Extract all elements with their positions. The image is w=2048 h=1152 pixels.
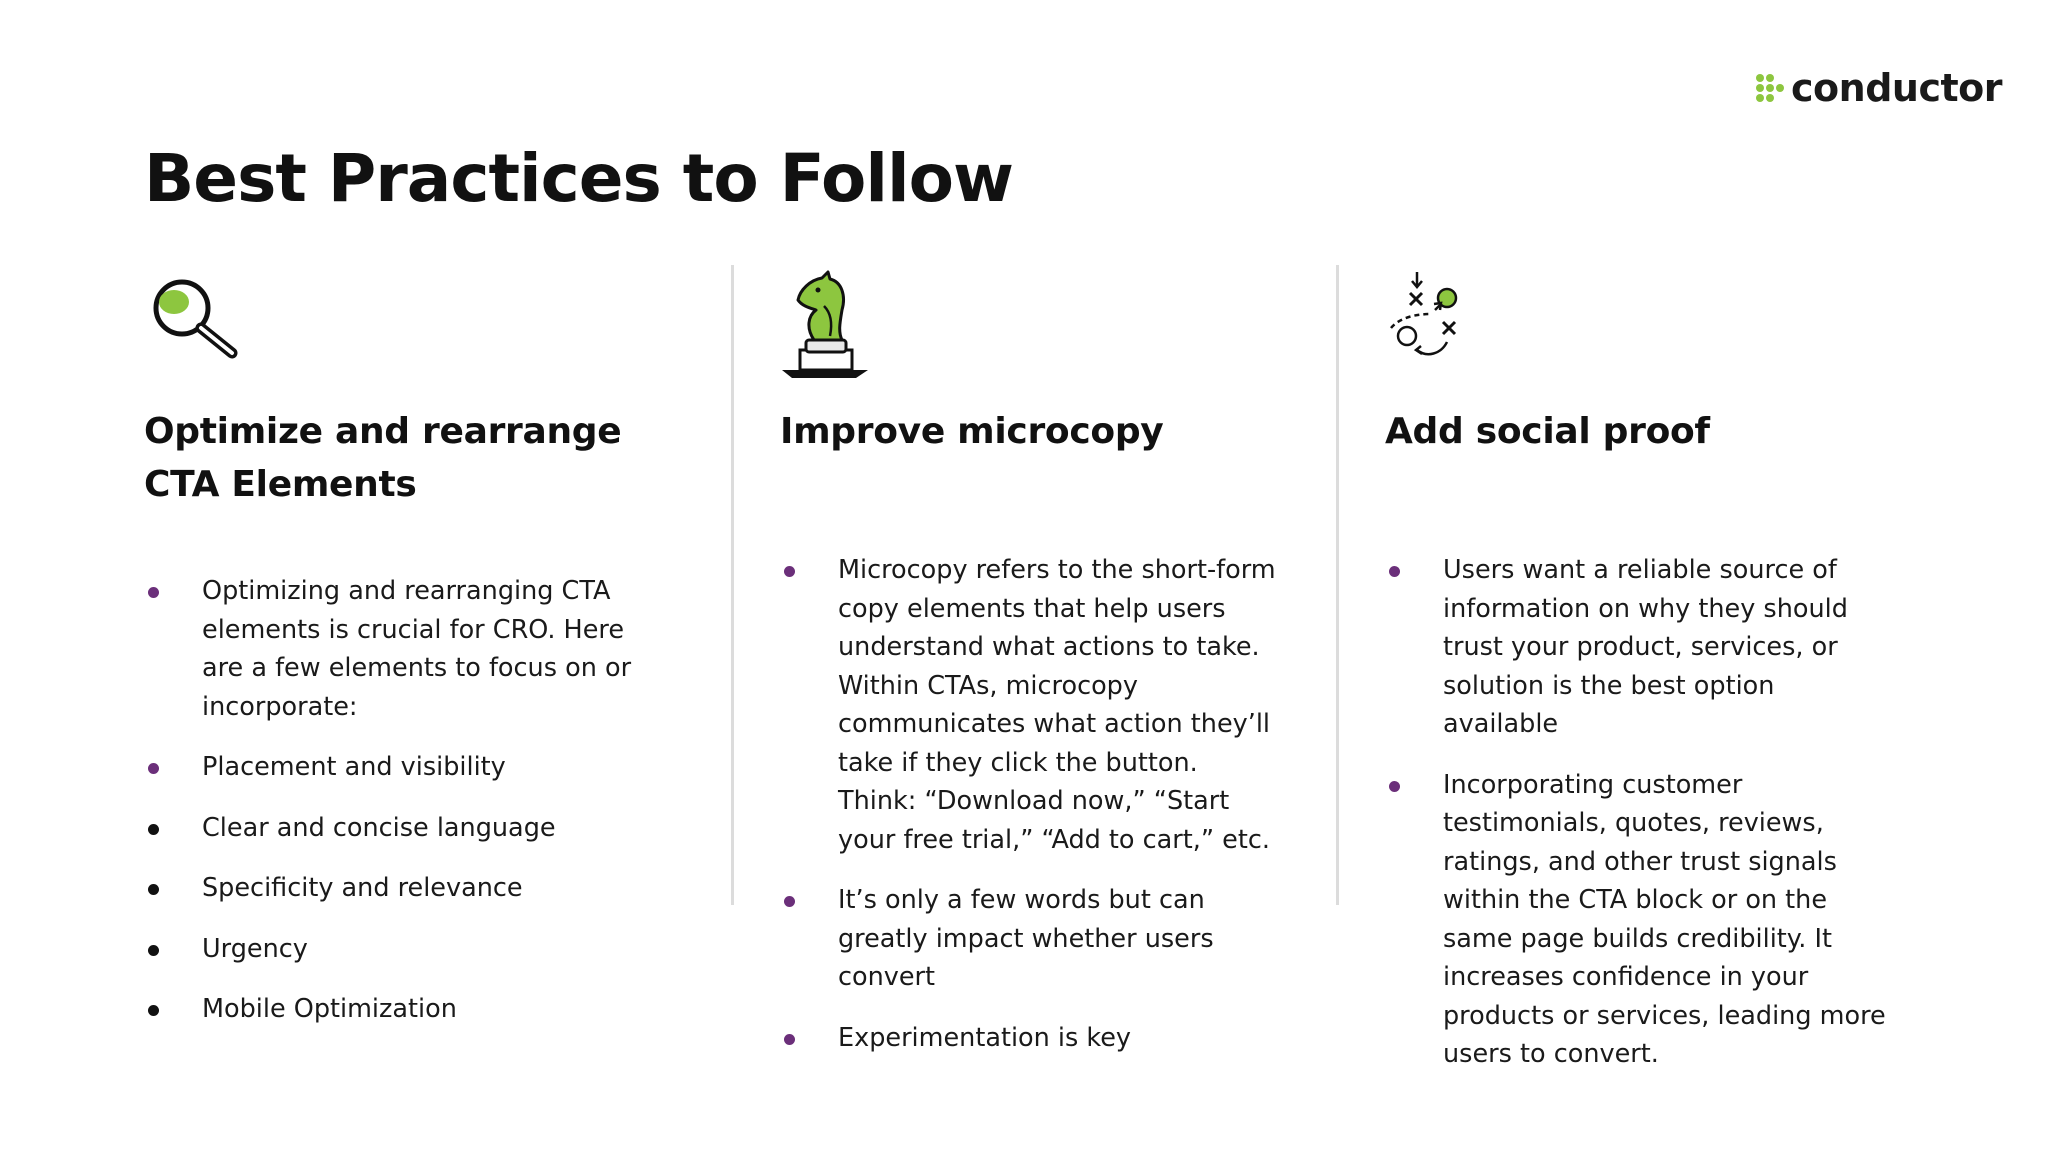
bullet-dot (784, 566, 795, 577)
bullet-list (1385, 551, 1895, 1096)
list-item (780, 551, 1280, 859)
strategy-play-icon (1385, 270, 1475, 374)
list-item-text: Specificity and relevance (202, 873, 523, 903)
bullet-dot (784, 1034, 795, 1045)
list-item (144, 990, 664, 1029)
bullet-dot (148, 884, 159, 895)
chess-knight-icon (780, 270, 880, 384)
column-heading: Add social proof (1385, 411, 1710, 452)
bullet-dot (148, 1005, 159, 1016)
list-item-text: Optimizing and rearranging CTA elements is crucial for CRO. Here are a few elements to focus on or incorporate: (202, 576, 632, 722)
list-item (144, 930, 664, 969)
list-item-text: Placement and visibility (202, 752, 506, 782)
list-item (1385, 551, 1895, 744)
list-item-text: Users want a reliable source of information on why they should trust your product, services, or solution is the best option available (1443, 555, 1848, 739)
bullet-dot (148, 763, 159, 774)
bullet-dot (784, 896, 795, 907)
bullet-dot (1389, 566, 1400, 577)
list-item-text: Urgency (202, 933, 308, 964)
list-item-text: Experimentation is key (838, 1022, 1132, 1053)
bullet-list (144, 572, 664, 1051)
list-item (144, 572, 664, 726)
bullet-dot (148, 945, 159, 956)
list-item (144, 809, 664, 848)
column-heading: Improve microcopy (780, 411, 1164, 452)
list-item (144, 748, 664, 787)
column-divider (731, 265, 734, 905)
bullet-dot (1389, 781, 1400, 792)
list-item (144, 869, 664, 908)
list-item-text: Clear and concise language (202, 812, 556, 843)
conductor-logo (1755, 66, 2002, 110)
list-item-text: Microcopy refers to the short-form copy elements that help users understand what actions to take. Within CTAs, microcopy communicates what action they’ll take if they click the button. Think: “Download now,” “Start your free trial,” “Add to cart,” etc. (838, 555, 1276, 855)
list-item (780, 1019, 1280, 1058)
list-item-text: Incorporating customer testimonials, quotes, reviews, ratings, and other trust signals within the CTA block or on the same page builds credibility. It increases confidence in your products or services, leading more users to convert. (1443, 769, 1886, 1069)
logo-wordmark: conductor (1791, 66, 2002, 110)
bullet-list (780, 551, 1280, 1079)
column-divider (1336, 265, 1339, 905)
bullet-dot (148, 587, 159, 598)
list-item-text: Mobile Optimization (202, 994, 457, 1024)
list-item (780, 881, 1280, 997)
magnifying-glass-icon (144, 270, 244, 374)
list-item-text: It’s only a few words but can greatly impact whether users convert (838, 885, 1214, 992)
page-title: Best Practices to Follow (144, 140, 1013, 217)
conductor-logo-mark-icon (1755, 73, 1785, 103)
bullet-dot (148, 824, 159, 835)
list-item (1385, 766, 1895, 1074)
column-heading: Optimize and rearrange CTA Elements (144, 411, 622, 505)
